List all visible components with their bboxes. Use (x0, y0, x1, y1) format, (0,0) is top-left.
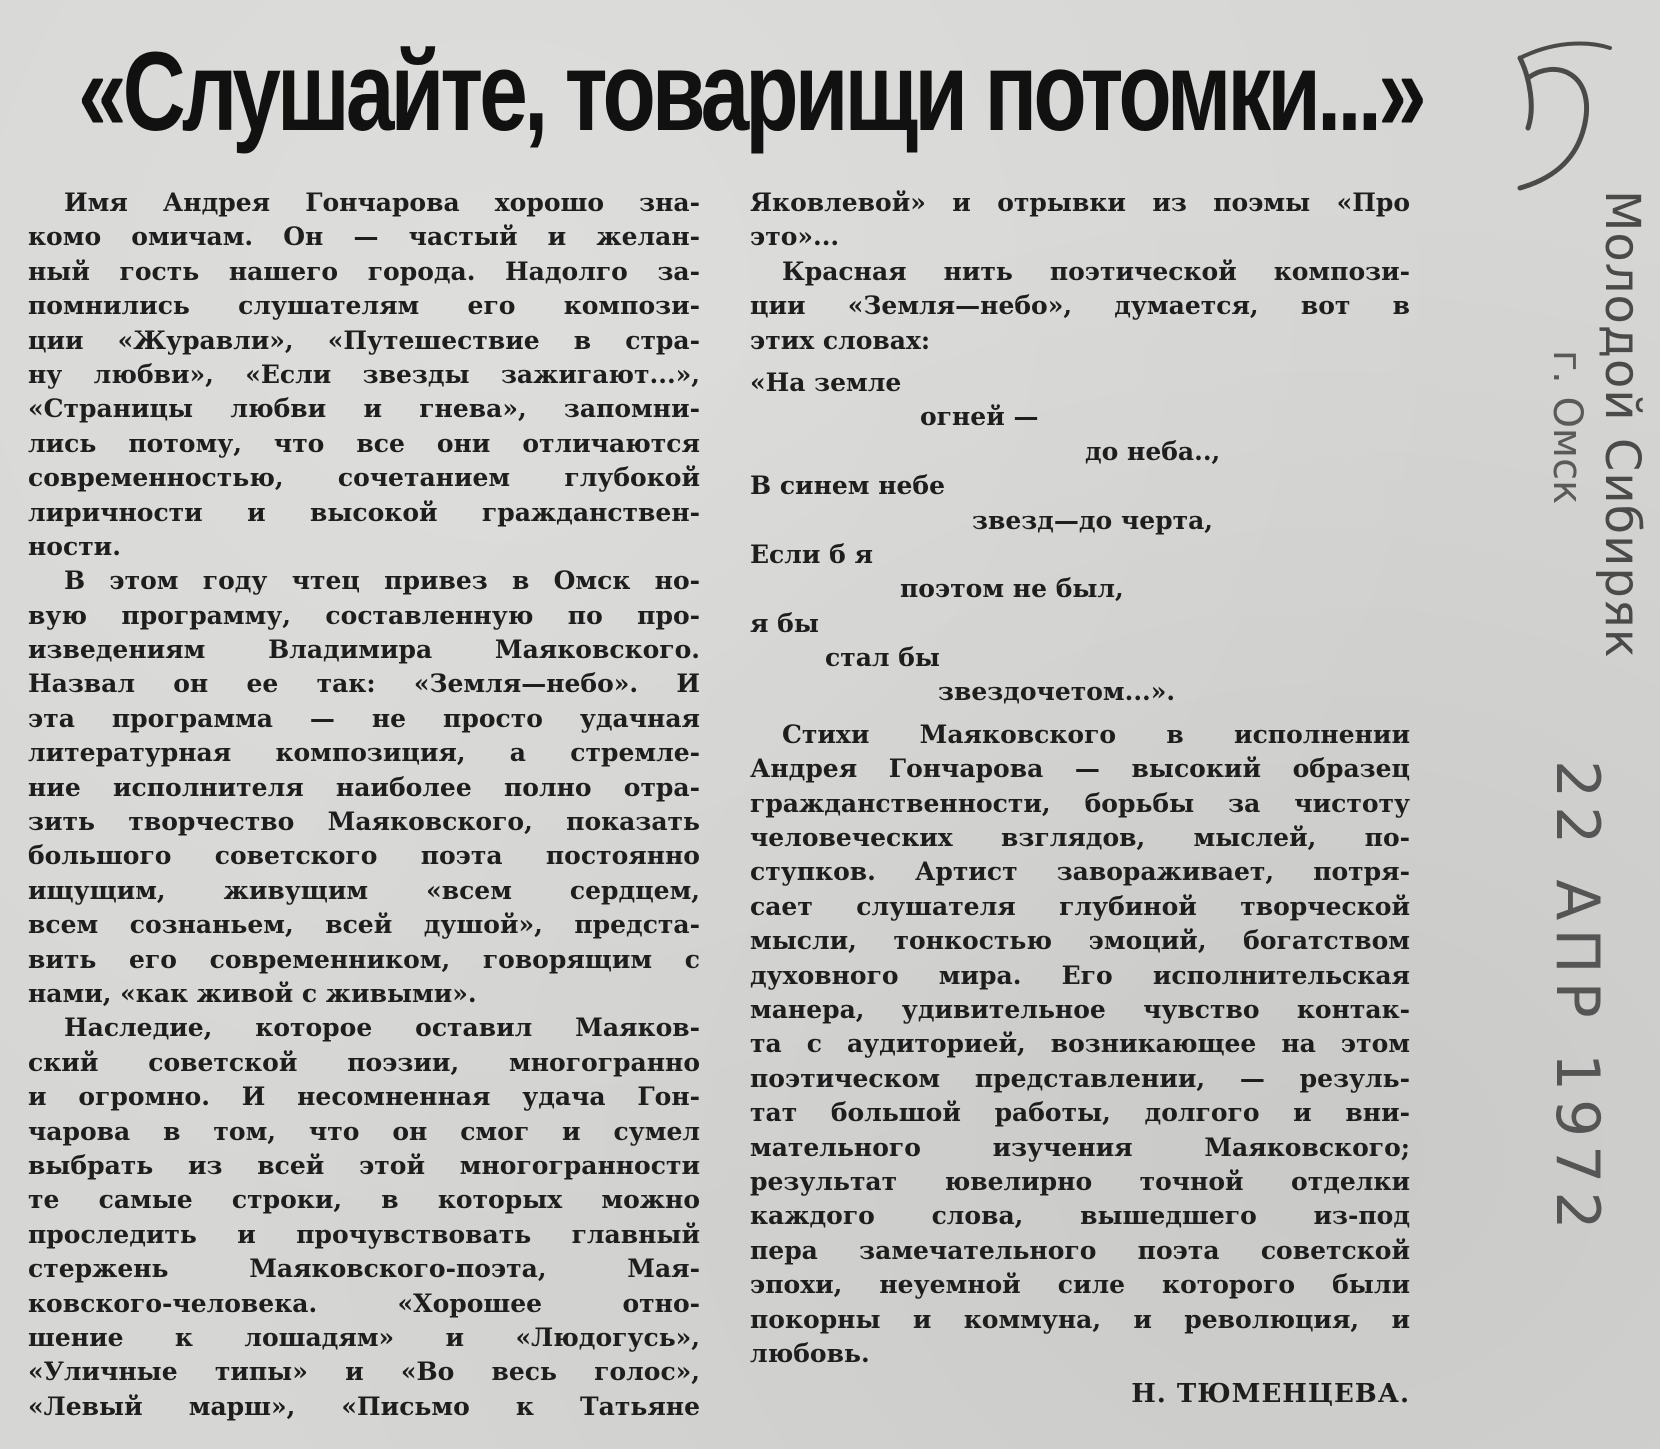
city-name: г. Омск (1544, 350, 1590, 505)
text-line: вить его современником, говорящим с (28, 944, 700, 974)
text-line: ции «Журавли», «Путешествие в стра- (28, 325, 700, 355)
poem-line: Если б я (750, 539, 873, 569)
text-line: всем сознаньем, всей душой», предста- (28, 910, 700, 940)
text-line: Яковлевой» и отрывки из поэмы «Про (750, 188, 1410, 217)
text-line: Назвал он ее так: «Земля—небо». И (28, 669, 700, 699)
text-line: ности. (28, 531, 121, 561)
text-line: вую программу, составленную по про- (28, 600, 700, 630)
author-signature: Н. ТЮМЕНЦЕВА. (1131, 1379, 1410, 1410)
poem-line: звездочетом...». (938, 677, 1176, 707)
text-line: гражданственности, борьбы за чистоту (750, 788, 1410, 818)
text-line: большого советского поэта постоянно (28, 841, 700, 871)
text-line: зить творчество Маяковского, показать (28, 807, 700, 837)
text-line: выбрать из всей этой многогранности (28, 1150, 700, 1180)
text-line: «Страницы любви и гнева», запомни- (28, 394, 700, 424)
poem-line: В синем небе (750, 471, 946, 501)
left-column (28, 186, 700, 1424)
text-line: Наследие, которое оставил Маяков- (64, 1013, 700, 1043)
text-line: эпохи, неуемной силе которого были (750, 1270, 1410, 1300)
text-line: комо омичам. Он — частый и желан- (28, 222, 700, 252)
text-line: стержень Маяковского-поэта, Мая- (28, 1254, 700, 1284)
newspaper-name: Молодой Сибиряк (1594, 190, 1650, 659)
text-line: эта программа — не просто удачная (28, 703, 700, 733)
poem-line: огней — (920, 402, 1039, 432)
text-line: ищущим, живущим «всем сердцем, (28, 875, 700, 905)
right-column (750, 186, 1410, 1412)
poem-quote (750, 366, 1410, 710)
text-line: «Уличные типы» и «Во весь голос», (28, 1357, 700, 1387)
text-line: шение к лошадям» и «Людогусь», (28, 1322, 700, 1352)
text-line: лиричности и высокой гражданствен- (28, 497, 700, 527)
text-line: изведениям Владимира Маяковского. (28, 635, 700, 665)
text-line: литературная композиция, а стремле- (28, 738, 700, 768)
text-line: В этом году чтец привез в Омск но- (64, 566, 700, 596)
poem-line: поэтом не был, (900, 574, 1124, 604)
text-line: сает слушателя глубиной творческой (750, 891, 1410, 921)
text-line: Имя Андрея Гончарова хорошо зна- (64, 188, 700, 217)
poem-line: стал бы (825, 643, 940, 673)
text-line: Стихи Маяковского в исполнении (782, 719, 1410, 749)
text-line: и огромно. И несомненная удача Гон- (28, 1082, 700, 1112)
poem-line: «На земле (750, 367, 902, 397)
text-line: ну любви», «Если звезды зажигают...», (28, 359, 700, 389)
text-line: ции «Земля—небо», думается, вот в (750, 291, 1410, 321)
poem-line: до неба.., (1085, 436, 1221, 466)
text-line: этих словах: (750, 325, 931, 355)
date-stamp: 22 АПР 1972 (1542, 760, 1612, 1238)
text-line: духовного мира. Его исполнительская (750, 960, 1410, 990)
text-line: «Левый марш», «Письмо к Татьяне (28, 1391, 700, 1421)
text-line: ный гость нашего города. Надолго за- (28, 256, 700, 286)
text-line: покорны и коммуна, и революция, и (750, 1304, 1410, 1334)
text-line: ние исполнителя наиболее полно отра- (28, 772, 700, 802)
text-line: пера замечательного поэта советской (750, 1235, 1410, 1265)
text-line: Красная нить поэтической компози- (782, 256, 1410, 286)
text-line: Андрея Гончарова — высокий образец (750, 754, 1410, 784)
article-headline: «Слушайте, товарищи потомки...» (78, 29, 1423, 154)
text-line: современностью, сочетанием глубокой (28, 463, 700, 493)
text-line: любовь. (750, 1338, 870, 1368)
text-line: та с аудиторией, возникающее на этом (750, 1029, 1410, 1059)
text-line: манера, удивительное чувство контак- (750, 994, 1410, 1024)
text-line: результат ювелирно точной отделки (750, 1166, 1410, 1196)
text-line: ковского-человека. «Хорошее отно- (28, 1288, 700, 1318)
text-line: помнились слушателям его компози- (28, 291, 700, 321)
text-line: проследить и прочувствовать главный (28, 1219, 700, 1249)
text-line: те самые строки, в которых можно (28, 1185, 700, 1215)
poem-line: я бы (750, 608, 819, 638)
text-line: это»... (750, 222, 840, 252)
text-line: чарова в том, что он смог и сумел (28, 1116, 700, 1146)
text-line: человеческих взглядов, мыслей, по- (750, 823, 1410, 853)
text-line: поэтическом представлении, — резуль- (750, 1063, 1410, 1093)
text-line: ступков. Артист завораживает, потря- (750, 857, 1410, 887)
text-line: тат большой работы, долгого и вни- (750, 1098, 1410, 1128)
text-line: каждого слова, вышедшего из-под (750, 1201, 1410, 1231)
handwritten-page-mark (1500, 18, 1620, 198)
text-line: лись потому, что все они отличаются (28, 428, 700, 458)
text-line: мательного изучения Маяковского; (750, 1132, 1410, 1162)
text-line: мысли, тонкостью эмоций, богатством (750, 926, 1410, 956)
text-line: нами, «как живой с живыми». (28, 978, 477, 1008)
text-line: ский советской поэзии, многогранно (28, 1047, 700, 1077)
poem-line: звезд—до черта, (972, 505, 1213, 535)
